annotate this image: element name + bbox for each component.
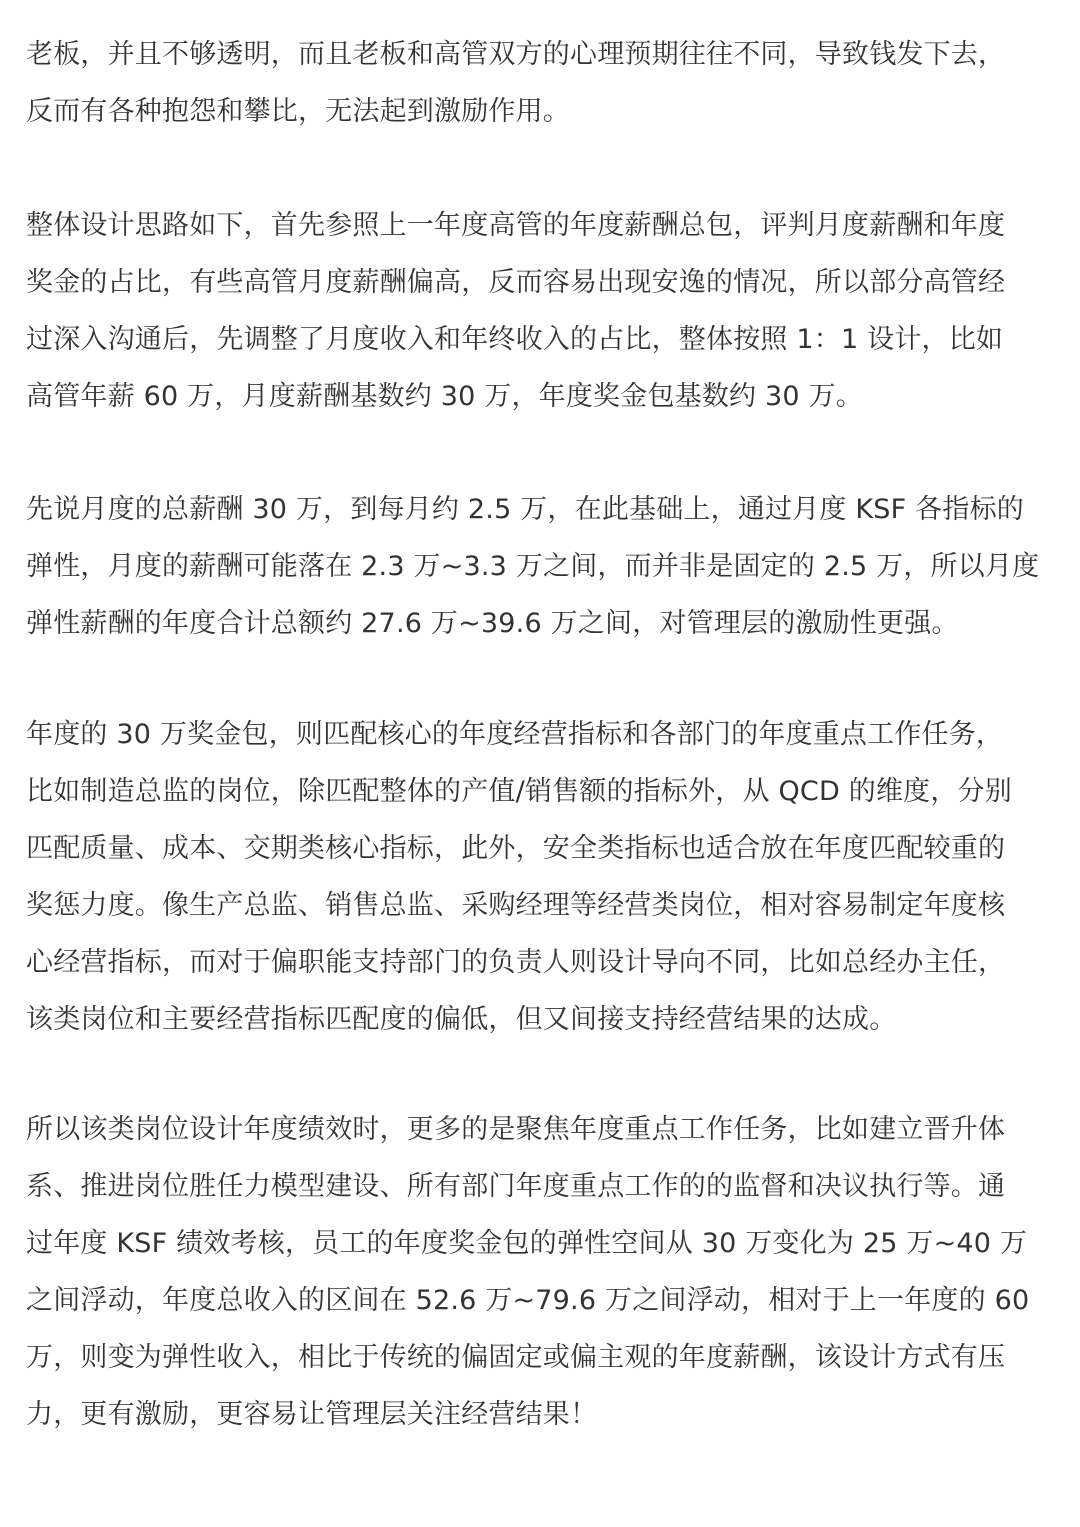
text-line: 过深入沟通后，先调整了月度收入和年终收入的占比，整体按照 1：1 设计，比如 bbox=[26, 324, 1004, 355]
text-line: 弹性薪酬的年度合计总额约 27.6 万~39.6 万之间，对管理层的激励性更强。 bbox=[26, 608, 959, 639]
paragraph-1 bbox=[26, 26, 1056, 140]
text-line: 心经营指标，而对于偏职能支持部门的负责人则设计导向不同，比如总经办主任， bbox=[26, 947, 1006, 978]
text-line: 万，则变为弹性收入，相比于传统的偏固定或偏主观的年度薪酬，该设计方式有压 bbox=[26, 1342, 1006, 1373]
paragraph-2 bbox=[26, 197, 1056, 425]
paragraph-3 bbox=[26, 481, 1056, 652]
text-line: 该类岗位和主要经营指标匹配度的偏低，但又间接支持经营结果的达成。 bbox=[26, 1004, 897, 1035]
text-line: 系、推进岗位胜任力模型建设、所有部门年度重点工作的的监督和决议执行等。通 bbox=[26, 1171, 1006, 1202]
text-line: 先说月度的总薪酬 30 万，到每月约 2.5 万，在此基础上，通过月度 KSF 各指标的 bbox=[26, 494, 1024, 525]
text-line: 奖金的占比，有些高管月度薪酬偏高，反而容易出现安逸的情况，所以部分高管经 bbox=[26, 267, 1006, 298]
text-line: 弹性，月度的薪酬可能落在 2.3 万~3.3 万之间，而并非是固定的 2.5 万，所以月度 bbox=[26, 551, 1040, 582]
paragraph-5 bbox=[26, 1101, 1056, 1443]
text-line: 力，更有激励，更容易让管理层关注经营结果！ bbox=[26, 1399, 598, 1430]
text-line: 所以该类岗位设计年度绩效时，更多的是聚焦年度重点工作任务，比如建立晋升体 bbox=[26, 1114, 1006, 1145]
text-line: 高管年薪 60 万，月度薪酬基数约 30 万，年度奖金包基数约 30 万。 bbox=[26, 381, 863, 412]
text-line: 老板，并且不够透明，而且老板和高管双方的心理预期往往不同，导致钱发下去， bbox=[26, 39, 1006, 70]
text-line: 整体设计思路如下，首先参照上一年度高管的年度薪酬总包，评判月度薪酬和年度 bbox=[26, 210, 1006, 241]
text-line: 奖惩力度。像生产总监、销售总监、采购经理等经营类岗位，相对容易制定年度核 bbox=[26, 890, 1006, 921]
text-line: 过年度 KSF 绩效考核，员工的年度奖金包的弹性空间从 30 万变化为 25 万~40 万 bbox=[26, 1228, 1028, 1259]
text-line: 之间浮动，年度总收入的区间在 52.6 万~79.6 万之间浮动，相对于上一年度的 60 bbox=[26, 1285, 1030, 1316]
text-line: 匹配质量、成本、交期类核心指标，此外，安全类指标也适合放在年度匹配较重的 bbox=[26, 833, 1006, 864]
paragraph-4 bbox=[26, 706, 1056, 1048]
text-line: 反而有各种抱怨和攀比，无法起到激励作用。 bbox=[26, 96, 570, 127]
text-line: 比如制造总监的岗位，除匹配整体的产值/销售额的指标外，从 QCD 的维度，分别 bbox=[26, 776, 1012, 807]
text-line: 年度的 30 万奖金包，则匹配核心的年度经营指标和各部门的年度重点工作任务， bbox=[26, 719, 1004, 750]
